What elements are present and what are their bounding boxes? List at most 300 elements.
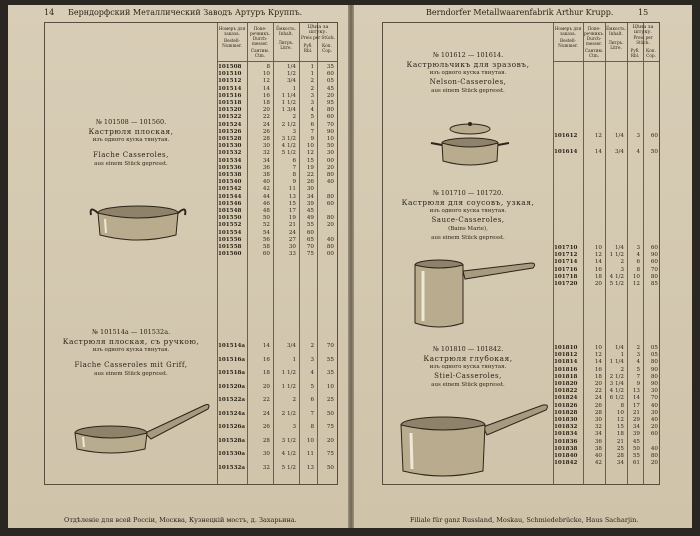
order-number: 101544 — [218, 193, 242, 200]
price-rub: 2 — [310, 85, 314, 92]
order-number: 101548 — [218, 208, 242, 214]
diameter: 50 — [262, 215, 270, 222]
order-number: 101516a — [218, 356, 245, 363]
price-kop: 50 — [650, 149, 658, 155]
capacity: 15 — [288, 200, 296, 207]
diameter: 22 — [262, 397, 270, 403]
order-number: 101812 — [554, 352, 578, 359]
capacity: 1 1/4 — [281, 92, 296, 99]
order-number: 101830 — [554, 417, 578, 423]
diameter: 58 — [262, 244, 270, 250]
diameter: 40 — [594, 453, 602, 459]
price-kop: 30 — [650, 409, 658, 416]
capacity: 21 — [288, 222, 296, 229]
diameter: 38 — [594, 445, 602, 452]
capacity: 5 1/2 — [281, 464, 296, 471]
diameter: 40 — [262, 179, 270, 186]
diameter: 8 — [266, 64, 270, 70]
price-rub: 2 — [310, 343, 314, 349]
order-number: 101818 — [554, 373, 578, 380]
order-number: 101526a — [218, 424, 245, 430]
diameter: 22 — [594, 388, 602, 395]
price-rub: 45 — [632, 438, 640, 445]
diameter: 12 — [594, 133, 602, 139]
diameter: 22 — [262, 114, 270, 121]
capacity: 3 1/4 — [609, 381, 624, 387]
price-kop: 80 — [650, 373, 658, 380]
price-kop: 40 — [650, 445, 658, 452]
header-order-number: Номеръ для заказа. Bestell-Nummer. — [218, 26, 246, 48]
price-rub: 11 — [306, 451, 314, 457]
header-diameter: Попе-речникъ. Durch-messer. Сантим. Ctm. — [249, 26, 271, 58]
capacity: 34 — [616, 460, 624, 467]
price-rub: 13 — [632, 388, 640, 395]
diameter: 42 — [594, 460, 602, 467]
price-rub: 7 — [310, 410, 314, 417]
capacity: 1 1/2 — [281, 383, 296, 390]
order-number: 101820 — [554, 381, 578, 387]
order-number: 101524a — [218, 410, 245, 417]
price-rub: 5 — [310, 114, 314, 121]
diameter: 24 — [262, 410, 270, 417]
order-number: 101712 — [554, 252, 578, 259]
order-number: 101518 — [218, 100, 242, 106]
capacity: 1 — [292, 356, 296, 363]
price-rub: 3 — [636, 245, 640, 251]
price-rub: 4 — [636, 359, 640, 366]
price-kop: 80 — [326, 172, 334, 178]
price-rub: 26 — [306, 179, 314, 186]
casserole-with-handle-illustration — [65, 399, 215, 459]
price-rub: 4 — [636, 252, 640, 259]
diameter: 10 — [594, 345, 602, 351]
diameter: 30 — [262, 451, 270, 457]
price-kop: 80 — [326, 107, 334, 114]
order-number: 101556 — [218, 236, 242, 243]
price-kop: 40 — [326, 236, 334, 243]
diameter: 26 — [594, 402, 602, 409]
diameter: 28 — [594, 409, 602, 416]
diameter: 14 — [594, 359, 602, 366]
diameter: 30 — [594, 417, 602, 423]
diameter: 28 — [262, 437, 270, 444]
diameter: 36 — [262, 164, 270, 171]
order-number: 101524 — [218, 121, 242, 128]
order-number: 101550 — [218, 215, 242, 222]
price-rub: 65 — [306, 236, 314, 243]
price-rub: 4 — [310, 107, 314, 114]
diameter: 38 — [262, 172, 270, 178]
sauce-casserole-illustration — [411, 257, 541, 333]
diameter: 42 — [262, 186, 270, 193]
diameter: 60 — [262, 251, 270, 258]
order-number: 101546 — [218, 200, 242, 207]
capacity: 1 1/2 — [281, 370, 296, 376]
price-kop: 60 — [650, 245, 658, 251]
capacity: 1/2 — [286, 71, 296, 78]
capacity: 30 — [288, 244, 296, 250]
order-number: 101528a — [218, 437, 245, 444]
diameter: 32 — [594, 424, 602, 431]
left-catalog-frame — [44, 22, 338, 485]
price-rub: 15 — [306, 157, 314, 164]
diameter: 36 — [594, 438, 602, 445]
price-rub: 9 — [310, 136, 314, 142]
flat-casseroles-description: № 101508 — 101560. Кастрюля плоская, изъ одного куска тянутая. Flache Casseroles, aus einem Stück gepresst. — [49, 118, 213, 169]
price-rub: 75 — [306, 251, 314, 258]
capacity: 5 1/2 — [281, 150, 296, 157]
capacity: 1 1/4 — [609, 359, 624, 366]
order-number: 101828 — [554, 409, 578, 416]
capacity: 33 — [288, 251, 296, 258]
capacity: 11 — [288, 186, 296, 193]
price-kop: 10 — [326, 383, 334, 390]
price-kop: 35 — [326, 64, 334, 70]
capacity: 7 — [292, 164, 296, 171]
price-kop: 80 — [650, 453, 658, 459]
price-kop: 40 — [326, 179, 334, 186]
right-page-number: 15 — [638, 8, 649, 17]
price-kop: 40 — [650, 402, 658, 409]
diameter: 52 — [262, 222, 270, 229]
capacity: 24 — [288, 229, 296, 236]
sauce-casseroles-description: № 101710 — 101720. Кастрюля для соусовъ, узкая, изъ одного куска тянутая. Sauce-Casseroles, (Bains Marie), aus einem Stück gepresst. — [401, 189, 535, 241]
capacity: 2 1/2 — [609, 373, 624, 380]
order-number: 101520 — [218, 107, 242, 114]
price-kop: 70 — [650, 266, 658, 273]
right-page-header — [426, 8, 613, 17]
capacity: 28 — [616, 453, 624, 459]
capacity: 2 — [620, 366, 624, 373]
order-number: 101558 — [218, 244, 242, 250]
diameter: 12 — [594, 252, 602, 259]
header-capacity: Ёмкость. Inhalt. Литръ. Litre. — [276, 26, 296, 50]
capacity: 3 1/2 — [281, 136, 296, 142]
order-number: 101834 — [554, 431, 578, 438]
diameter: 10 — [594, 245, 602, 251]
diameter: 20 — [594, 281, 602, 287]
order-number: 101542 — [218, 186, 242, 193]
diameter: 46 — [262, 200, 270, 207]
price-kop: 50 — [326, 143, 334, 150]
diameter: 18 — [594, 373, 602, 380]
price-kop: 90 — [650, 366, 658, 373]
capacity: 21 — [616, 438, 624, 445]
price-kop: 80 — [650, 359, 658, 366]
order-number: 101516 — [218, 92, 242, 99]
diameter: 12 — [594, 352, 602, 359]
price-kop: 60 — [326, 200, 334, 207]
diameter: 34 — [594, 431, 602, 438]
price-rub: 2 — [636, 345, 640, 351]
capacity: 15 — [616, 424, 624, 431]
order-number: 101552 — [218, 222, 242, 229]
header-price: Цѣна за штуку. Preis per Stück. Руб. Rbl. Коп. Cop. — [300, 24, 336, 53]
price-rub: 6 — [310, 397, 314, 403]
price-kop: 20 — [326, 222, 334, 229]
order-number: 101716 — [554, 266, 578, 273]
order-number: 101718 — [554, 273, 578, 280]
capacity: 1 — [292, 85, 296, 92]
capacity: 4 1/2 — [281, 143, 296, 150]
order-number: 101822 — [554, 388, 578, 395]
price-kop: 75 — [326, 424, 334, 430]
capacity: 25 — [616, 445, 624, 452]
price-kop: 90 — [650, 381, 658, 387]
order-number: 101532a — [218, 464, 245, 471]
order-number: 101814 — [554, 359, 578, 366]
order-number: 101508 — [218, 64, 242, 70]
order-number: 101840 — [554, 453, 578, 459]
diameter: 20 — [262, 383, 270, 390]
order-number: 101714 — [554, 259, 578, 266]
price-rub: 4 — [310, 370, 314, 376]
capacity: 1/4 — [614, 345, 624, 351]
price-kop: 60 — [650, 259, 658, 266]
diameter: 12 — [262, 78, 270, 85]
diameter: 18 — [262, 370, 270, 376]
right-footer: Filiale für ganz Russland, Moskau, Schmiedebrücke, Haus Sacharjin. — [410, 516, 639, 524]
order-number: 101832 — [554, 424, 578, 431]
capacity: 2 — [292, 114, 296, 121]
diameter: 18 — [262, 100, 270, 106]
price-rub: 2 — [310, 78, 314, 85]
right-catalog-frame — [382, 22, 660, 485]
price-kop: 80 — [650, 273, 658, 280]
diameter: 16 — [594, 266, 602, 273]
price-rub: 39 — [306, 200, 314, 207]
diameter: 54 — [262, 229, 270, 236]
price-kop: 00 — [326, 251, 334, 258]
price-rub: 39 — [632, 431, 640, 438]
capacity: 9 — [292, 179, 296, 186]
price-rub: 17 — [632, 402, 640, 409]
price-rub: 61 — [632, 460, 640, 467]
left-header-title: Берндорфский Металлический Заводъ Артуръ Круппъ. — [68, 8, 303, 17]
price-rub: 22 — [306, 172, 314, 178]
price-rub: 1 — [310, 71, 314, 78]
capacity: 1/4 — [286, 64, 296, 70]
capacity: 1/4 — [614, 245, 624, 251]
capacity: 2 — [292, 397, 296, 403]
diameter: 24 — [262, 121, 270, 128]
order-number: 101838 — [554, 445, 578, 452]
capacity: 17 — [288, 208, 296, 214]
capacity: 6 1/2 — [609, 395, 624, 402]
order-number: 101530 — [218, 143, 242, 150]
price-rub: 29 — [632, 417, 640, 423]
price-kop: 10 — [326, 136, 334, 142]
price-kop: 50 — [326, 464, 334, 471]
price-rub: 3 — [636, 352, 640, 359]
diameter: 24 — [594, 395, 602, 402]
right-header-capacity: Ёмкость. Inhalt. Литръ. Litre. — [606, 26, 626, 50]
diameter: 10 — [262, 71, 270, 78]
order-number: 101720 — [554, 281, 578, 287]
diameter: 56 — [262, 236, 270, 243]
price-kop: 80 — [326, 193, 334, 200]
price-kop: 75 — [326, 451, 334, 457]
nelson-casserole-illustration — [427, 121, 513, 173]
left-page — [8, 5, 348, 528]
diameter: 26 — [262, 128, 270, 135]
price-rub: 34 — [632, 424, 640, 431]
right-header-price: Цѣна за штуку. Preis per Stück. Руб. Rbl. Коп. Cop. — [630, 24, 656, 58]
order-number: 101520a — [218, 383, 245, 390]
order-number: 101826 — [554, 402, 578, 409]
price-rub: 9 — [636, 381, 640, 387]
price-kop: 05 — [326, 78, 334, 85]
price-kop: 90 — [326, 128, 334, 135]
price-kop: 20 — [650, 460, 658, 467]
price-kop: 95 — [326, 100, 334, 106]
capacity: 13 — [288, 193, 296, 200]
price-kop: 55 — [326, 356, 334, 363]
price-rub: 4 — [636, 149, 640, 155]
diameter: 20 — [262, 107, 270, 114]
price-kop: 40 — [650, 417, 658, 423]
price-kop: 30 — [326, 150, 334, 157]
order-number: 101816 — [554, 366, 578, 373]
price-rub: 5 — [636, 366, 640, 373]
order-number: 101710 — [554, 245, 578, 251]
capacity: 2 1/2 — [281, 410, 296, 417]
price-rub: 10 — [632, 273, 640, 280]
capacity: 3/4 — [614, 149, 624, 155]
price-rub: 3 — [310, 356, 314, 363]
price-kop: 05 — [650, 352, 658, 359]
capacity: 1 1/2 — [281, 100, 296, 106]
price-rub: 14 — [632, 395, 640, 402]
diameter: 14 — [262, 85, 270, 92]
order-number: 101530a — [218, 451, 245, 457]
capacity: 4 1/2 — [609, 273, 624, 280]
order-number: 101518a — [218, 370, 245, 376]
stiel-casseroles-description: № 101810 — 101842. Кастрюля глубокая, изъ одного куска тянутая. Stiel-Casseroles, aus einem Stück gepresst. — [423, 345, 513, 388]
order-number: 101540 — [218, 179, 242, 186]
capacity: 18 — [616, 431, 624, 438]
capacity: 27 — [288, 236, 296, 243]
capacity: 3 — [620, 266, 624, 273]
capacity: 6 — [292, 157, 296, 164]
price-rub: 13 — [306, 464, 314, 471]
capacity: 2 1/2 — [281, 121, 296, 128]
price-rub: 12 — [306, 150, 314, 157]
price-kop: 20 — [326, 437, 334, 444]
price-rub: 10 — [306, 437, 314, 444]
capacity: 8 — [292, 172, 296, 178]
price-rub: 34 — [306, 193, 314, 200]
price-rub: 45 — [306, 208, 314, 214]
order-number: 101614 — [554, 149, 578, 155]
price-kop: 80 — [326, 244, 334, 250]
order-number: 101842 — [554, 460, 578, 467]
price-kop: 20 — [650, 424, 658, 431]
diameter: 44 — [262, 193, 270, 200]
capacity: 4 1/2 — [281, 451, 296, 457]
nelson-casseroles-description: № 101612 — 101614. Кастрюльчикъ для зразовъ, изъ одного куска тянутая. Nelson-Casseroles, aus einem Stück gepresst. — [406, 51, 530, 94]
diameter: 20 — [594, 381, 602, 387]
range-101508-101560: № 101508 — 101560. — [95, 118, 167, 126]
price-rub: 21 — [632, 409, 640, 416]
price-rub: 60 — [306, 229, 314, 236]
diameter: 26 — [262, 424, 270, 430]
diameter: 28 — [262, 136, 270, 142]
diameter: 16 — [594, 366, 602, 373]
diameter: 14 — [594, 259, 602, 266]
price-kop: 80 — [326, 215, 334, 222]
diameter: 30 — [262, 143, 270, 150]
price-rub: 3 — [310, 92, 314, 99]
capacity: 1 3/4 — [281, 107, 296, 114]
diameter: 34 — [262, 157, 270, 164]
capacity: 1 1/2 — [609, 252, 624, 259]
order-number: 101810 — [554, 345, 578, 351]
diameter: 16 — [262, 92, 270, 99]
right-header-title: Berndorfer Metallwaarenfabrik Arthur Krupp. — [426, 8, 614, 17]
flat-casseroles-with-handle-description: № 101514a — 101532a. Кастрюля плоская, съ ручкою, изъ одного куска тянутая. Flache Casseroles mit Griff, aus einem Stück gepresst. — [62, 328, 200, 377]
capacity: 8 — [620, 402, 624, 409]
capacity: 1 — [620, 352, 624, 359]
price-kop: 00 — [326, 157, 334, 164]
capacity: 3 1/2 — [281, 437, 296, 444]
price-rub: 12 — [632, 281, 640, 287]
price-kop: 90 — [650, 252, 658, 259]
price-rub: 55 — [306, 222, 314, 229]
price-kop: 35 — [326, 370, 334, 376]
price-rub: 3 — [636, 133, 640, 139]
right-page-number-wrap — [638, 8, 648, 17]
right-page — [354, 5, 692, 528]
price-kop: 45 — [326, 85, 334, 92]
order-number: 101512 — [218, 78, 242, 85]
order-number: 101612 — [554, 133, 578, 139]
capacity: 4 1/2 — [609, 388, 624, 395]
left-footer: Отдѣленіе для всей Россіи, Москва, Кузнецкій мостъ, д. Захарьина. — [64, 516, 297, 524]
order-number: 101824 — [554, 395, 578, 402]
capacity: 2 — [620, 259, 624, 266]
price-kop: 60 — [650, 133, 658, 139]
price-rub: 1 — [310, 64, 314, 70]
diameter: 48 — [262, 208, 270, 214]
price-kop: 20 — [326, 92, 334, 99]
order-number: 101538 — [218, 172, 242, 178]
order-number: 101536 — [218, 164, 242, 171]
flat-casserole-illustration — [85, 201, 191, 249]
order-number: 101560 — [218, 251, 242, 258]
price-rub: 49 — [306, 215, 314, 222]
price-kop: 20 — [326, 164, 334, 171]
price-rub: 8 — [636, 266, 640, 273]
price-kop: 70 — [650, 395, 658, 402]
order-number: 101514a — [218, 343, 245, 349]
price-rub: 7 — [310, 128, 314, 135]
capacity: 5 1/2 — [609, 281, 624, 287]
diameter: 14 — [594, 149, 602, 155]
diameter: 32 — [262, 150, 270, 157]
capacity: 3/4 — [286, 78, 296, 85]
diameter: 32 — [262, 464, 270, 471]
capacity: 3 — [292, 424, 296, 430]
price-rub: 70 — [306, 244, 314, 250]
price-rub: 7 — [636, 373, 640, 380]
price-kop: 30 — [650, 388, 658, 395]
order-number: 101510 — [218, 71, 242, 78]
capacity: 3 — [292, 128, 296, 135]
price-rub: 6 — [636, 259, 640, 266]
price-kop: 60 — [326, 71, 334, 78]
price-rub: 5 — [310, 383, 314, 390]
